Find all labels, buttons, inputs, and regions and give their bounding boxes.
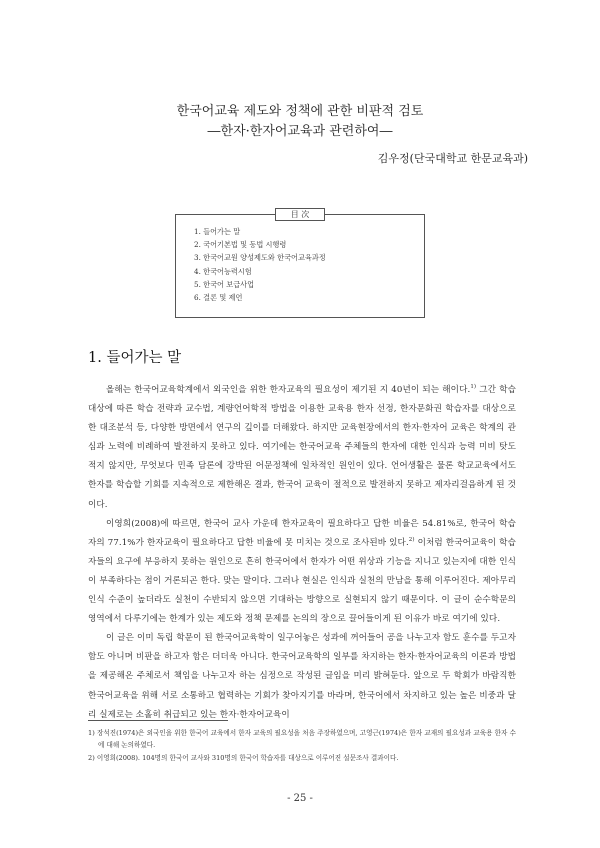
toc-item: 1. 들어가는 말 — [194, 227, 241, 236]
toc-heading: 目 次 — [275, 208, 325, 221]
footnote-divider — [88, 720, 228, 721]
paragraph-text: 이 글은 이미 독립 학문이 된 한국어교육학이 일구어놓은 성과에 꺼어들어 공을 나누고자 함도 훈수를 두고자 함도 아니며 비판을 하고자 함은 더더욱 아니다. 한국어교육학의 일부를 차지하는 한자·한자어교육의 이론과 방법을 제공해온 주체로서 책임을 나누고자 하는 심정으로 작성된 글임을 미리 밝혀둔다. 앞으로 두 학회가 바람직한 한국어교육을 위해 서로 소통하고 협력하는 기회가 찾아지기를 바라며, 한국어에서 차지하고 있는 높은 비중과 달리 실제로는 소홀히 취급되고 있는 한자·한자어교육이 — [88, 633, 516, 720]
toc-item: 3. 한국어교원 양성제도와 한국어교육과정 — [194, 253, 326, 263]
paper-title: 한국어교육 제도와 정책에 관한 비판적 검토 — [176, 104, 424, 119]
paragraph-text: 그간 학습대상에 따른 학습 전략과 교수법, 계량언어학적 방법을 이용한 교육용 한자 선정, 한자문화권 학습자를 대상으로 한 대조분석 등, 다양한 방면에서 연구의 깊이를 더해왔다. 하지만 교육현장에서의 한자·한자어 교육은 학계의 관심과 노력에 비례하여 발전하지 못하고 있다. 여기에는 한국어교육 주체들의 한자에 대한 인식과 능력 미비 탓도 적지 않지만, 무엇보다 민족 담론에 강박된 어문정책에 일차적인 원인이 있다. 언어생활은 물론 학교교육에서도 한자를 학습할 기회를 지속적으로 제한해온 결과, 한국어 교육이 절적으로 발전하지 못하고 제자리걸음하게 된 것이다. — [88, 385, 516, 510]
author-affiliation: 김우정(단국대학교 한문교육과) — [377, 152, 528, 165]
page-number: - 25 - — [287, 793, 313, 804]
footnotes — [88, 728, 516, 767]
footnote-ref: 1) — [470, 384, 477, 390]
section-heading: 1. 들어가는 말 — [88, 350, 182, 366]
table-of-contents — [175, 210, 425, 318]
toc-item: 5. 한국어 보급사업 — [194, 279, 255, 289]
paragraph — [88, 381, 516, 515]
footnote: 2) 이영희(2008). 104명의 한국어 교사와 310명의 한국어 학습자를 대상으로 이루어진 설문조사 결과이다. — [88, 754, 399, 763]
footnote: 1) 장석진(1974)은 외국인을 위한 한국어 교육에서 한자 교육의 필요성을 처음 주장하였으며, 고영근(1974)은 한자 교재의 필요성과 교육용 한자 수에 대해 논의하였다. — [88, 729, 516, 749]
toc-item: 2. 국어기본법 및 동법 시행령 — [194, 240, 287, 250]
paragraph — [88, 515, 516, 630]
paper-subtitle: ―한자·한자어교육과 관련하여― — [207, 124, 393, 139]
toc-item: 4. 한국어능력시험 — [194, 266, 252, 276]
paragraph — [88, 629, 516, 724]
paragraph-text: 올해는 한국어교육학계에서 외국인을 위한 한자교육의 필요성이 제기된 지 40년이 되는 해이다. — [106, 385, 471, 395]
paragraph-text: 이영희(2008)에 따르면, 한국어 교사 가운데 한자교육이 필요하다고 답한 비율은 54.81%로, 한국어 학습자의 77.1%가 한자교육이 필요하다고 답한 비율에 못 미치는 것으로 조사된바 있다. — [88, 518, 516, 548]
paragraph-text: 이처럼 한국어교육이 학습자들의 요구에 부응하지 못하는 원인으로 흔히 한국어에서 한자가 어떤 위상과 기능을 지니고 있는지에 대한 인식이 부족하다는 점이 거론되곤 한다. 맞는 말이다. 그러나 현실은 인식과 실천의 만남을 통해 이루어진다. 제아무리 인식 수준이 높더라도 실천이 수반되지 않으면 기대하는 방향으로 실현되지 않기 때문이다. 이 글이 순수학문의 영역에서 다루기에는 한계가 있는 제도와 정책 문제를 논의의 장으로 끌어들이게 된 이유가 바로 여기에 있다. — [88, 537, 516, 625]
body-text — [88, 381, 516, 725]
toc-item: 6. 결론 및 제언 — [194, 293, 243, 303]
toc-list — [194, 225, 326, 304]
footnote-ref: 2) — [408, 536, 415, 543]
